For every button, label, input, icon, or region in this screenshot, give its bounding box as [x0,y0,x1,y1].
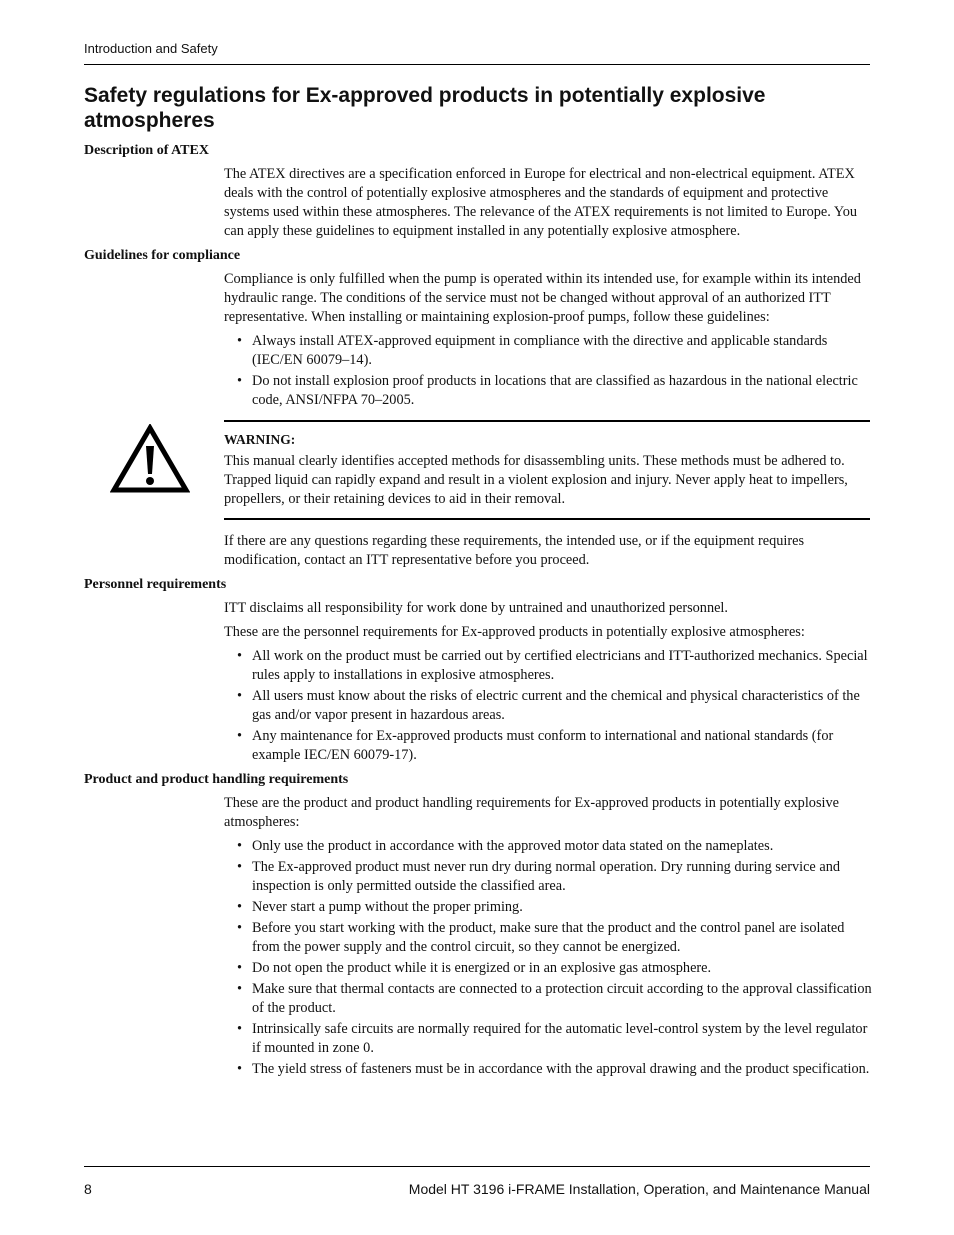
section-heading: Guidelines for compliance [84,248,241,263]
bullet-list [224,837,872,1079]
warning-content [224,430,870,509]
paragraph: Compliance is only fulfilled when the pump is operated within its intended use, for example within its intended hydraulic range. The conditions of the service must not be changed without approval of an authorized ITT representative. When installing or maintaining explosion-proof pumps, follow these guidelines: [224,271,861,325]
section-compliance [84,247,872,410]
warning-bottom-rule [224,518,870,520]
section-after-warning [84,532,872,570]
warning-triangle-icon [110,424,190,494]
list-item: • All users must know about the risks of electric current and the chemical and physical characteristics of the gas and/or vapor present in hazardous areas. [224,687,872,725]
main-content [84,142,872,1085]
warning-label: WARNING: [224,432,296,447]
bullet-list [224,332,872,410]
paragraph: The ATEX directives are a specification enforced in Europe for electrical and non-electrical equipment. ATEX deals with the control of potentially explosive atmospheres and the standards of equipment and protective systems used within these atmospheres. The relevance of the ATEX requirements is not limited to Europe. You can apply these guidelines to equipment installed in any potentially explosive atmosphere. [224,166,858,239]
section-heading: Description of ATEX [84,143,209,158]
section-body [224,270,872,410]
section-body [224,165,872,241]
section-heading: Personnel requirements [84,577,227,592]
list-item: • Any maintenance for Ex-approved products must conform to international and national standards (for example IEC/EN 60079-17). [224,727,872,765]
list-item: • The yield stress of fasteners must be in accordance with the approval drawing and the product specification. [224,1060,872,1079]
list-item: • All work on the product must be carried out by certified electricians and ITT-authorized mechanics. Special rules apply to installations in explosive atmospheres. [224,647,872,685]
section-product [84,771,872,1079]
section-atex [84,142,872,241]
section-body [224,599,872,765]
header-divider [84,64,870,65]
warning-top-rule [224,420,870,422]
section-heading: Product and product handling requirements [84,772,349,787]
page-title: Safety regulations for Ex-approved products in potentially explosive atmospheres [84,84,766,132]
warning-text: This manual clearly identifies accepted methods for disassembling units. These methods must be adhered to. Trapped liquid can rapidly expand and result in a violent explosion and injury. Never apply heat to impellers, propellers, or their retaining devices to aid in their removal. [224,453,848,507]
paragraph: If there are any questions regarding these requirements, the intended use, or if the equipment requires modification, contact an ITT representative before you proceed. [224,533,805,568]
bullet-list [224,647,872,765]
list-item: • Always install ATEX-approved equipment in compliance with the directive and applicable standards (IEC/EN 60079–14). [224,332,872,370]
list-item: • Before you start working with the product, make sure that the product and the control panel are isolated from the power supply and the control circuit, so they cannot be energized. [224,919,872,957]
warning-box [84,420,872,520]
paragraph: ITT disclaims all responsibility for work done by untrained and unauthorized personnel. [224,600,728,616]
list-item: • Intrinsically safe circuits are normally required for the automatic level-control system by the level regulator if mounted in zone 0. [224,1020,872,1058]
list-item: • Do not install explosion proof products in locations that are classified as hazardous in the national electric code, ANSI/NFPA 70–2005. [224,372,872,410]
section-body [224,532,872,570]
paragraph: These are the product and product handling requirements for Ex-approved products in potentially explosive atmospheres: [224,795,839,830]
list-item: • The Ex-approved product must never run dry during normal operation. Dry running during service and inspection is only permitted outside the classified area. [224,858,872,896]
list-item: • Make sure that thermal contacts are connected to a protection circuit according to the approval classification of the product. [224,980,872,1018]
page-number: 8 [84,1181,92,1197]
paragraph: These are the personnel requirements for Ex-approved products in potentially explosive atmospheres: [224,624,805,640]
list-item: • Only use the product in accordance with the approved motor data stated on the nameplates. [224,837,872,856]
footer-divider [84,1166,870,1167]
running-header: Introduction and Safety [84,41,218,56]
section-personnel [84,576,872,765]
list-item: • Do not open the product while it is energized or in an explosive gas atmosphere. [224,959,872,978]
section-body [224,794,872,1079]
list-item: • Never start a pump without the proper priming. [224,898,872,917]
manual-title: Model HT 3196 i-FRAME Installation, Operation, and Maintenance Manual [408,1181,870,1197]
